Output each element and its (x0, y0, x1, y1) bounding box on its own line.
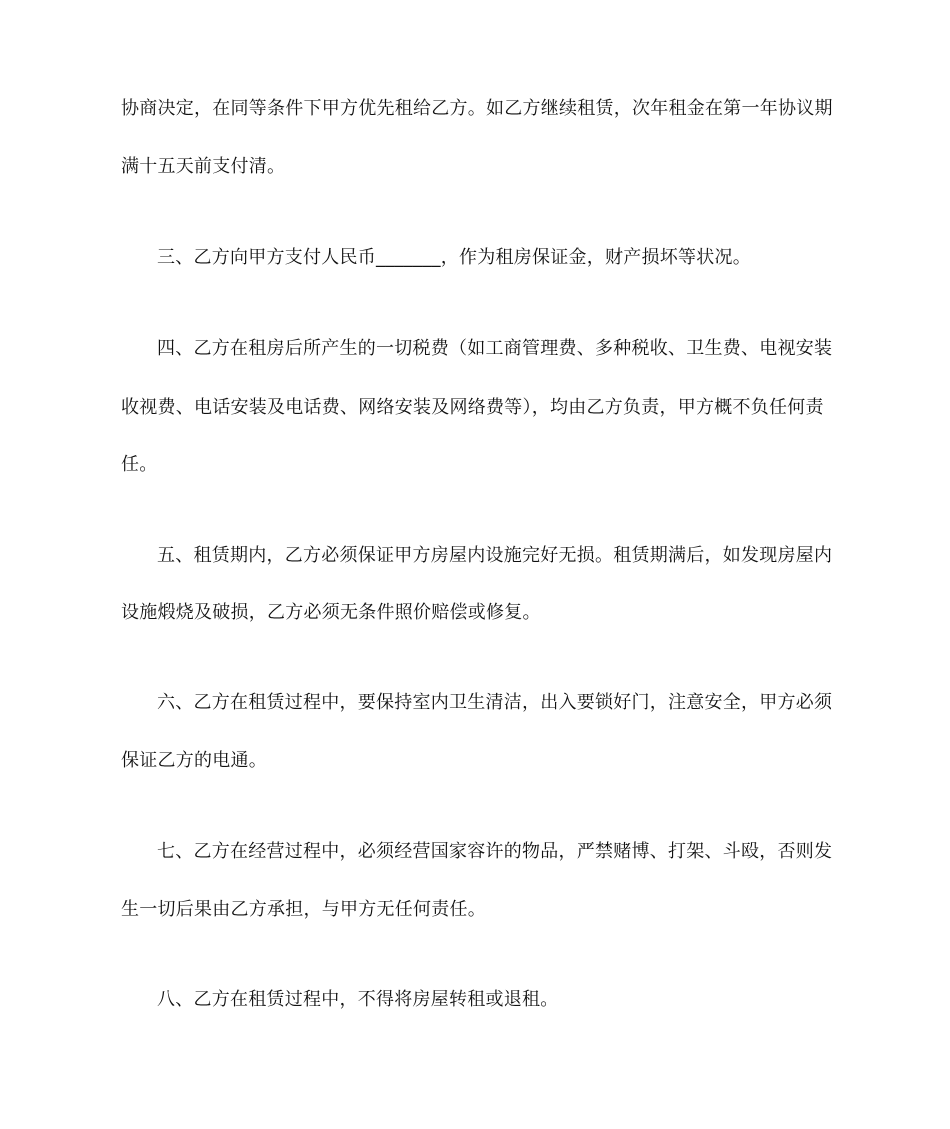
clause-7-line-2: 生一切后果由乙方承担，与甲方无任何责任。 (121, 899, 486, 920)
clause-8-line-1: 八、乙方在租赁过程中，不得将房屋转租或退租。 (157, 989, 559, 1010)
clause-4-line-3: 任。 (121, 454, 158, 475)
clause-4-line-2: 收视费、电话安装及电话费、网络安装及网络费等），均由乙方负责，甲方概不负任何责 (121, 397, 824, 418)
clause-6-line-2: 保证乙方的电通。 (121, 750, 267, 771)
clause-3-line-1: 三、乙方向甲方支付人民币_______，作为租房保证金，财产损坏等状况。 (157, 247, 751, 268)
clause-7-line-1: 七、乙方在经营过程中，必须经营国家容许的物品，严禁赌博、打架、斗殴，否则发 (157, 841, 833, 862)
clause-5-line-1: 五、租赁期内，乙方必须保证甲方房屋内设施完好无损。租赁期满后，如发现房屋内 (157, 545, 833, 566)
clause-5-line-2: 设施煅烧及破损，乙方必须无条件照价赔偿或修复。 (121, 602, 541, 623)
clause-2-continuation-line-2: 满十五天前支付清。 (121, 156, 286, 177)
clause-2-continuation-line-1: 协商决定，在同等条件下甲方优先租给乙方。如乙方继续租赁，次年租金在第一年协议期 (121, 98, 833, 119)
clause-6-line-1: 六、乙方在租赁过程中，要保持室内卫生清洁，出入要锁好门，注意安全，甲方必须 (157, 692, 833, 713)
clause-4-line-1: 四、乙方在租房后所产生的一切税费（如工商管理费、多种税收、卫生费、电视安装 (157, 338, 833, 359)
